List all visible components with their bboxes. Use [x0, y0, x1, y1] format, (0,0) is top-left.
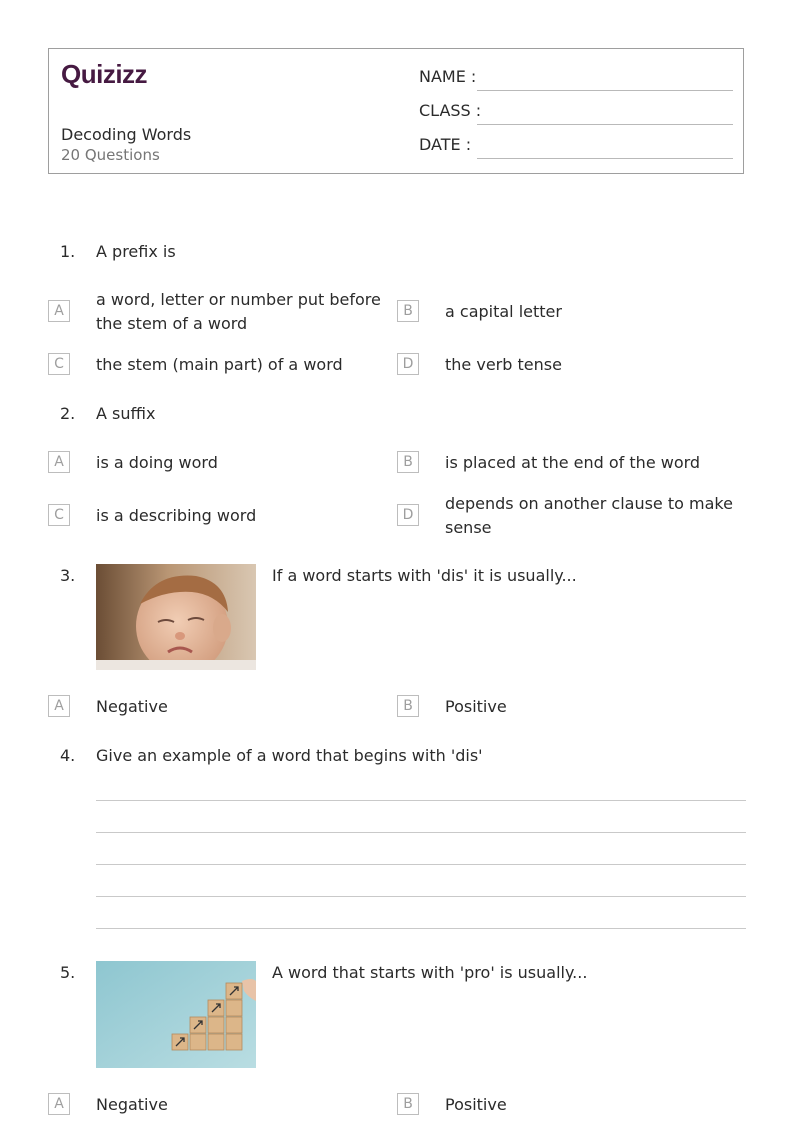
option-c-box[interactable]: C: [48, 353, 70, 375]
worksheet-header: [48, 48, 744, 174]
option-a-box[interactable]: A: [48, 695, 70, 717]
option-a-text: Negative: [96, 697, 168, 716]
question-number: 3.: [60, 566, 76, 585]
question-number: 5.: [60, 963, 76, 982]
date-label: DATE :: [419, 135, 472, 154]
option-d-box[interactable]: D: [397, 504, 419, 526]
option-c-text: the stem (main part) of a word: [96, 355, 343, 374]
question-number: 2.: [60, 404, 76, 423]
answer-line[interactable]: [96, 800, 746, 801]
question-text: A prefix is: [96, 242, 176, 261]
name-line[interactable]: [477, 90, 733, 91]
class-line[interactable]: [477, 124, 733, 125]
question-text: A suffix: [96, 404, 156, 423]
quizizz-logo: Quizizz: [61, 59, 148, 89]
crying-baby-image: [96, 564, 256, 670]
option-c-text: is a describing word: [96, 506, 257, 525]
option-d-box[interactable]: D: [397, 353, 419, 375]
option-b-text: Positive: [445, 1095, 507, 1114]
option-b-text: Positive: [445, 697, 507, 716]
class-label: CLASS :: [419, 101, 482, 120]
question-text: Give an example of a word that begins with 'dis': [96, 746, 483, 765]
option-b-box[interactable]: B: [397, 1093, 419, 1115]
option-b-box[interactable]: B: [397, 451, 419, 473]
option-b-text: a capital letter: [445, 302, 562, 321]
question-number: 4.: [60, 746, 76, 765]
option-a-text: is a doing word: [96, 453, 218, 472]
question-text: A word that starts with 'pro' is usually...: [272, 963, 588, 982]
answer-line[interactable]: [96, 832, 746, 833]
wooden-blocks-image: [96, 961, 256, 1068]
question-count: 20 Questions: [61, 146, 160, 164]
option-a-box[interactable]: A: [48, 451, 70, 473]
option-a-text: a word, letter or number put before the stem of a word: [96, 290, 381, 333]
worksheet-title: Decoding Words: [61, 125, 192, 144]
date-field[interactable]: [419, 135, 733, 161]
option-b-box[interactable]: B: [397, 300, 419, 322]
option-b-text: is placed at the end of the word: [445, 453, 701, 472]
option-b-box[interactable]: B: [397, 695, 419, 717]
option-d-text: the verb tense: [445, 355, 562, 374]
option-a-box[interactable]: A: [48, 1093, 70, 1115]
option-d-text: depends on another clause to make sense: [445, 494, 733, 537]
name-label: NAME :: [419, 67, 477, 86]
question-number: 1.: [60, 242, 76, 261]
question-text: If a word starts with 'dis' it is usually...: [272, 566, 577, 585]
answer-line[interactable]: [96, 864, 746, 865]
option-a-box[interactable]: A: [48, 300, 70, 322]
class-field[interactable]: [419, 101, 733, 127]
answer-line[interactable]: [96, 928, 746, 929]
answer-line[interactable]: [96, 896, 746, 897]
option-c-box[interactable]: C: [48, 504, 70, 526]
date-line[interactable]: [477, 158, 733, 159]
option-a-text: Negative: [96, 1095, 168, 1114]
name-field[interactable]: [419, 67, 733, 93]
